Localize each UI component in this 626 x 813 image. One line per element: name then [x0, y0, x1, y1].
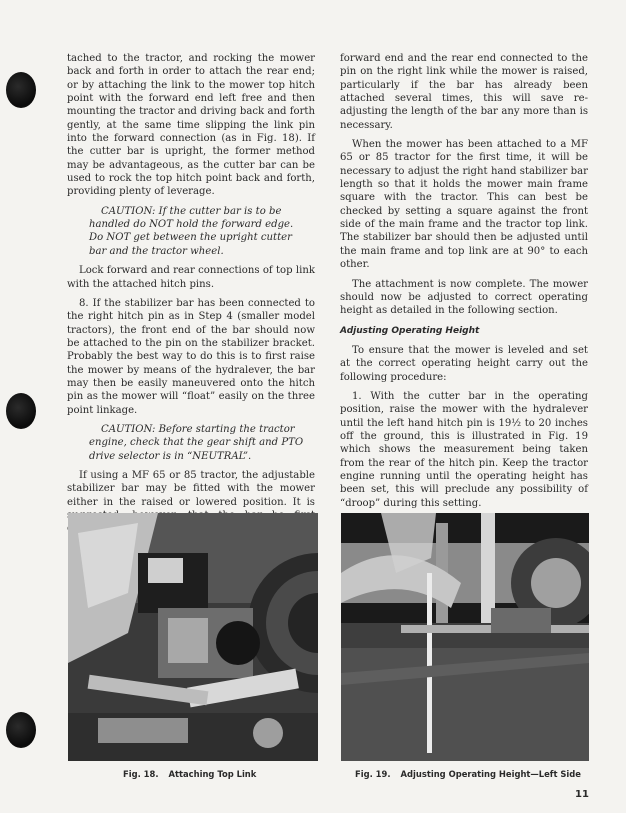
figure-18-title: Attaching Top Link: [168, 769, 257, 779]
right-paragraph-2: When the mower has been attached to a MF 65 or 85 tractor for the first time, it will be necessary to adjust the right hand stabilizer bar length so that it holds the mower main frame square with the tractor. This can best be checked by setting a square against the front side of the main frame and the tractor top link. The stabilizer bar should then be adjusted until the main frame and top link are at 90° to each other.: [340, 139, 588, 271]
right-paragraph-1: forward end and the rear end connected to the pin on the right link while the mower is raised, particularly if the bar has already been attached several times, this will save re-adjusting the length of the bar any more than is necessary.: [340, 53, 588, 131]
caution-neutral: CAUTION: Before starting the tractor engine, check that the gear shift and PTO drive selector is in “NEUTRAL”.: [89, 423, 304, 462]
figure-19-title: Adjusting Operating Height—Left Side: [400, 769, 581, 779]
left-paragraph-1: tached to the tractor, and rocking the mower back and forth in order to attach the rear end; or by attaching the link to the mower top hitch point with the forward end left free and then mounting the tractor and driving back and forth gently, at the same time slipping the link pin into the forward connection (as in Fig. 18). If the cutter bar is upright, the former method may be advantageous, as the cutter bar can be used to rock the top hitch point back and forth, providing plenty of leverage.: [67, 53, 315, 198]
right-column: [340, 52, 588, 562]
binder-hole-middle: [6, 393, 36, 429]
figure-18-number: Fig. 18.: [123, 769, 159, 779]
left-column: [67, 52, 315, 542]
right-paragraph-3: The attachment is now complete. The mower should now be adjusted to correct operating height as detailed in the following section.: [340, 278, 588, 317]
figure-19-caption: [355, 769, 581, 779]
left-paragraph-2: Lock forward and rear connections of top link with the attached hitch pins.: [67, 265, 315, 290]
figure-19-photo: [341, 513, 589, 761]
right-paragraph-4: To ensure that the mower is leveled and set at the correct operating height carry out the following procedure:: [340, 344, 588, 383]
page-number: 11: [575, 789, 589, 800]
caution-top-link: CAUTION: If the cutter bar is to be handled do NOT hold the forward edge. Do NOT get between the upright cutter bar and the tractor wheel.: [89, 205, 294, 257]
left-paragraph-step-8: 8. If the stabilizer bar has been connected to the right hitch pin as in Step 4 (smaller model tractors), the front end of the bar should now be attached to the pin on the stabilizer bracket. Probably the best way to do this is to first raise the mower by means of the hydralever, the bar may then be easily maneuvered onto the hitch pin as the mower will “float” easily on the three point linkage.: [67, 297, 315, 416]
figure-19-number: Fig. 19.: [355, 769, 391, 779]
binder-hole-bottom: [6, 712, 36, 748]
left-paragraph-4: If using a MF 65 or 85 tractor, the adjustable stabilizer bar may be fitted with the mower either in the raised or lowered position. It is: [67, 469, 315, 508]
figure-18-caption: [123, 769, 256, 779]
binder-hole-top: [6, 72, 36, 108]
figure-18-photo: [68, 513, 318, 761]
right-paragraph-step-1: 1. With the cutter bar in the operating position, raise the mower with the hydralever until the left hand hitch pin is 19½ to 20 inches off the ground, this is illustrated in Fig. 19 which shows the measurement being taken from the rear of the hitch pin. Keep the tractor engine running until the operating height has been set, this will preclude any possibility of “droop” during this setting.: [340, 390, 588, 509]
section-heading: Adjusting Operating Height: [340, 325, 480, 336]
